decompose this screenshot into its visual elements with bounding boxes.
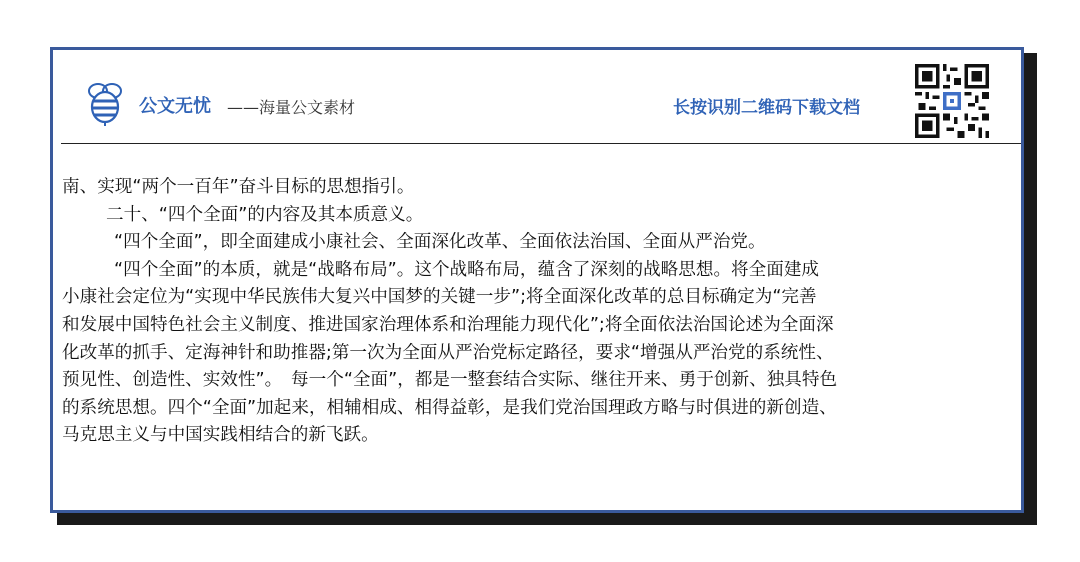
header-divider <box>61 143 1022 144</box>
text-line: “四个全面”，即全面建成小康社会、全面深化改革、全面依法治国、全面从严治党。 <box>114 232 766 253</box>
qr-code-icon[interactable] <box>915 64 989 138</box>
text-line: “四个全面”的本质，就是“战略布局”。这个战略布局，蕴含了深刻的战略思想。将全面建成 <box>114 259 820 280</box>
text-line: 化改革的抓手、定海神针和助推器;第一次为全面从严治党标定路径，要求“增强从严治党的系统性、 <box>62 342 834 363</box>
text-line: 南、实现“两个一百年”奋斗目标的思想指引。 <box>62 177 415 197</box>
brand-name: 公文无忧 <box>139 96 211 117</box>
text-line: 的系统思想。四个“全面”加起来，相辅相成、相得益彰，是我们党治国理政方略与时俱进的新创造、 <box>62 397 837 418</box>
download-cta-text: 长按识别二维码下载文档 <box>673 98 860 118</box>
section-heading: 二十、“四个全面”的内容及其本质意义。 <box>106 204 424 225</box>
header-bar <box>53 50 1021 144</box>
brand-slogan: ——海量公文素材 <box>227 98 356 117</box>
text-line: 和发展中国特色社会主义制度、推进国家治理体系和治理能力现代化”;将全面依法治国论述为全面深 <box>62 314 834 335</box>
text-line: 预见性、创造性、实效性”。 每一个“全面”，都是一整套结合实际、继往开来、勇于创新、独具特色 <box>62 370 838 391</box>
document-frame <box>50 47 1024 513</box>
text-line: 小康社会定位为“实现中华民族伟大复兴中国梦的关键一步”;将全面深化改革的总目标确定为“完善 <box>62 287 817 308</box>
document-body <box>62 174 1020 450</box>
text-line: 马克思主义与中国实践相结合的新飞跃。 <box>62 425 379 446</box>
bee-logo-icon <box>83 80 127 126</box>
